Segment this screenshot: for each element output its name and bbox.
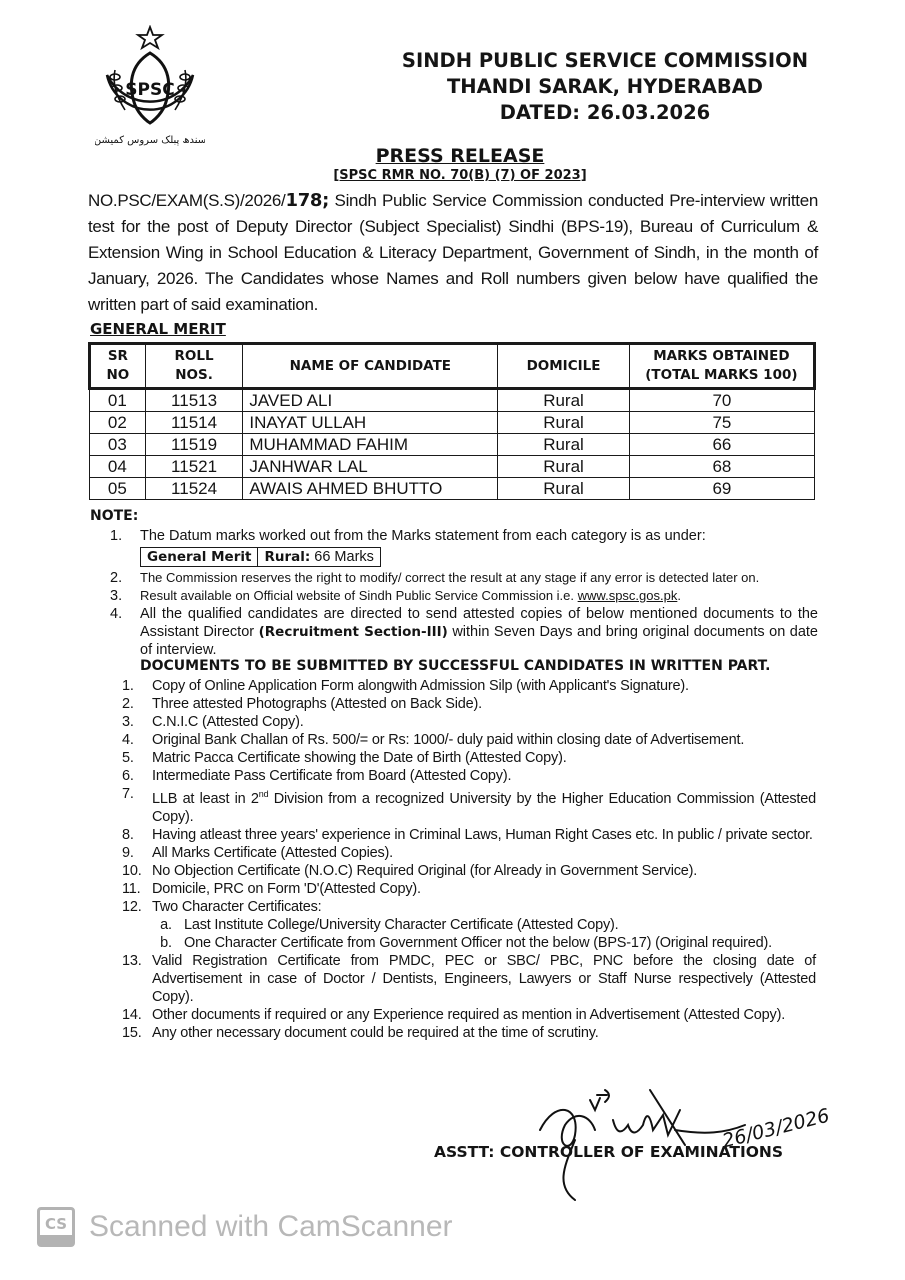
- spsc-logo: [95, 25, 205, 155]
- note-item: 4. All the qualified candidates are directed to send attested copies of below mentioned documents to the Assistant Director (Recruitment Section-III) within Seven Days and bring original documents on date of interview.: [110, 606, 818, 658]
- document-subitem: b. One Character Certificate from Government Officer not the below (BPS-17) (Original required).: [160, 934, 772, 951]
- document-date: DATED: 26.03.2026: [499, 101, 711, 124]
- svg-text:SPSC: SPSC: [125, 80, 175, 100]
- domicile-cell: Rural: [498, 478, 630, 500]
- document-item: 7. LLB at least in 2nd Division from a recognized University by the Higher Education Commission (Attested Copy).: [122, 786, 816, 825]
- sr-cell: 05: [90, 478, 146, 500]
- note-item: 2. The Commission reserves the right to modify/ correct the result at any stage if any error is detected later on.: [110, 570, 760, 586]
- document-subitem: a. Last Institute College/University Character Certificate (Attested Copy).: [160, 916, 619, 933]
- documents-list: [122, 677, 816, 1042]
- document-item: 11. Domicile, PRC on Form 'D'(Attested Copy).: [122, 880, 421, 897]
- intro-text: Sindh Public Service Commission conducted Pre-interview written test for the post of Deputy Director (Subject Specialist) Sindhi (BPS-19), Bureau of Curriculum & Extension Wing in School Education & Literacy Department, Government of Sindh, in the month of January, 2026. The Candidates whose Names and Roll numbers given below have qualified the written part of said examination.: [88, 191, 818, 314]
- letterhead: [370, 48, 840, 126]
- camscanner-logo-icon: CS: [37, 1207, 75, 1247]
- press-release-title: PRESS RELEASE: [375, 145, 545, 167]
- roll-cell: 11513: [145, 389, 243, 412]
- name-cell: MUHAMMAD FAHIM: [243, 434, 498, 456]
- signatory-title: ASSTT: CONTROLLER OF EXAMINATIONS: [434, 1143, 784, 1161]
- document-item: 3. C.N.I.C (Attested Copy).: [122, 714, 304, 730]
- table-row: [90, 434, 815, 456]
- table-row: [90, 478, 815, 500]
- roll-cell: 11524: [145, 478, 243, 500]
- name-cell: AWAIS AHMED BHUTTO: [243, 478, 498, 500]
- svg-text:26/03/2026: 26/03/2026: [720, 1104, 832, 1153]
- note-label: NOTE:: [90, 508, 139, 524]
- domicile-cell: Rural: [498, 389, 630, 412]
- sr-cell: 03: [90, 434, 146, 456]
- col-marks: MARKS OBTAINED (TOTAL MARKS 100): [629, 344, 814, 389]
- roll-cell: 11519: [145, 434, 243, 456]
- document-item: 9. All Marks Certificate (Attested Copies).: [122, 844, 393, 861]
- commission-name: SINDH PUBLIC SERVICE COMMISSION: [401, 49, 809, 72]
- intro-paragraph: [88, 188, 818, 318]
- sr-cell: 01: [90, 389, 146, 412]
- document-item: 14. Other documents if required or any Experience required as mention in Advertisement (Attested Copy).: [122, 1006, 786, 1023]
- notes-list: [110, 527, 818, 659]
- document-item: 12. Two Character Certificates:: [122, 898, 322, 915]
- press-release-reference: [SPSC RMR NO. 70(B) (7) OF 2023]: [333, 168, 587, 183]
- datum-marks-box: [140, 547, 381, 567]
- document-item: 5. Matric Pacca Certificate showing the Date of Birth (Attested Copy).: [122, 750, 567, 766]
- document-item: 10. No Objection Certificate (N.O.C) Required Original (for Already in Government Service).: [122, 862, 698, 879]
- sr-cell: 02: [90, 412, 146, 434]
- sr-cell: 04: [90, 456, 146, 478]
- spsc-emblem-icon: [95, 25, 205, 155]
- general-merit-label: GENERAL MERIT: [90, 320, 226, 338]
- merit-table: [88, 342, 816, 500]
- watermark-text: Scanned with CamScanner: [89, 1210, 453, 1243]
- document-item: 4. Original Bank Challan of Rs. 500/= or Rs: 1000/- duly paid within closing date of Advertisement.: [122, 732, 745, 748]
- table-row: [90, 456, 815, 478]
- datum-value: Rural: 66 Marks: [264, 549, 374, 565]
- document-item: 6. Intermediate Pass Certificate from Board (Attested Copy).: [122, 768, 512, 784]
- col-domicile: DOMICILE: [498, 344, 630, 389]
- note-item: 1. The Datum marks worked out from the Marks statement from each category is as under:: [110, 528, 706, 544]
- col-name: NAME OF CANDIDATE: [243, 344, 498, 389]
- marks-cell: 70: [629, 389, 814, 412]
- table-row: [90, 389, 815, 412]
- roll-cell: 11521: [145, 456, 243, 478]
- website-link[interactable]: www.spsc.gos.pk: [577, 588, 678, 603]
- document-item: 15. Any other necessary document could be required at the time of scrutiny.: [122, 1024, 599, 1041]
- col-sr-no: SR NO: [90, 344, 146, 389]
- name-cell: JANHWAR LAL: [243, 456, 498, 478]
- documents-heading: DOCUMENTS TO BE SUBMITTED BY SUCCESSFUL CANDIDATES IN WRITTEN PART.: [140, 658, 771, 674]
- roll-cell: 11514: [145, 412, 243, 434]
- domicile-cell: Rural: [498, 456, 630, 478]
- name-cell: INAYAT ULLAH: [243, 412, 498, 434]
- marks-cell: 69: [629, 478, 814, 500]
- commission-address: THANDI SARAK, HYDERABAD: [446, 75, 763, 98]
- document-item: 8. Having atleast three years' experience in Criminal Laws, Human Right Cases etc. In public / private sector.: [122, 826, 813, 843]
- marks-cell: 75: [629, 412, 814, 434]
- name-cell: JAVED ALI: [243, 389, 498, 412]
- document-item: 2. Three attested Photographs (Attested on Back Side).: [122, 696, 482, 712]
- document-item: 1. Copy of Online Application Form alongwith Admission Silp (with Applicant's Signature).: [122, 678, 689, 694]
- camscanner-watermark: [37, 1207, 453, 1247]
- svg-text:سندھ پبلک سروس کمیشن: سندھ پبلک سروس کمیشن: [95, 135, 205, 146]
- marks-cell: 66: [629, 434, 814, 456]
- marks-cell: 68: [629, 456, 814, 478]
- table-row: [90, 412, 815, 434]
- domicile-cell: Rural: [498, 412, 630, 434]
- table-header-row: [90, 344, 815, 389]
- document-item: 13. Valid Registration Certificate from PMDC, PEC or SBC/ PBC, PNC before the closing date of Advertisement in case of Doctor / Dentists, Engineers, Lawyers or Staff Nurse respectively (Attested Copy).: [122, 952, 816, 1005]
- press-release-title-block: [300, 144, 620, 184]
- col-roll-nos: ROLL NOS.: [145, 344, 243, 389]
- reference-number: 178;: [285, 190, 330, 211]
- datum-category: General Merit: [141, 548, 258, 566]
- note-item: 3. Result available on Official website of Sindh Public Service Commission i.e. www.spsc.gos.pk.: [110, 588, 681, 604]
- domicile-cell: Rural: [498, 434, 630, 456]
- reference-prefix: NO.PSC/EXAM(S.S)/2026/: [88, 191, 286, 210]
